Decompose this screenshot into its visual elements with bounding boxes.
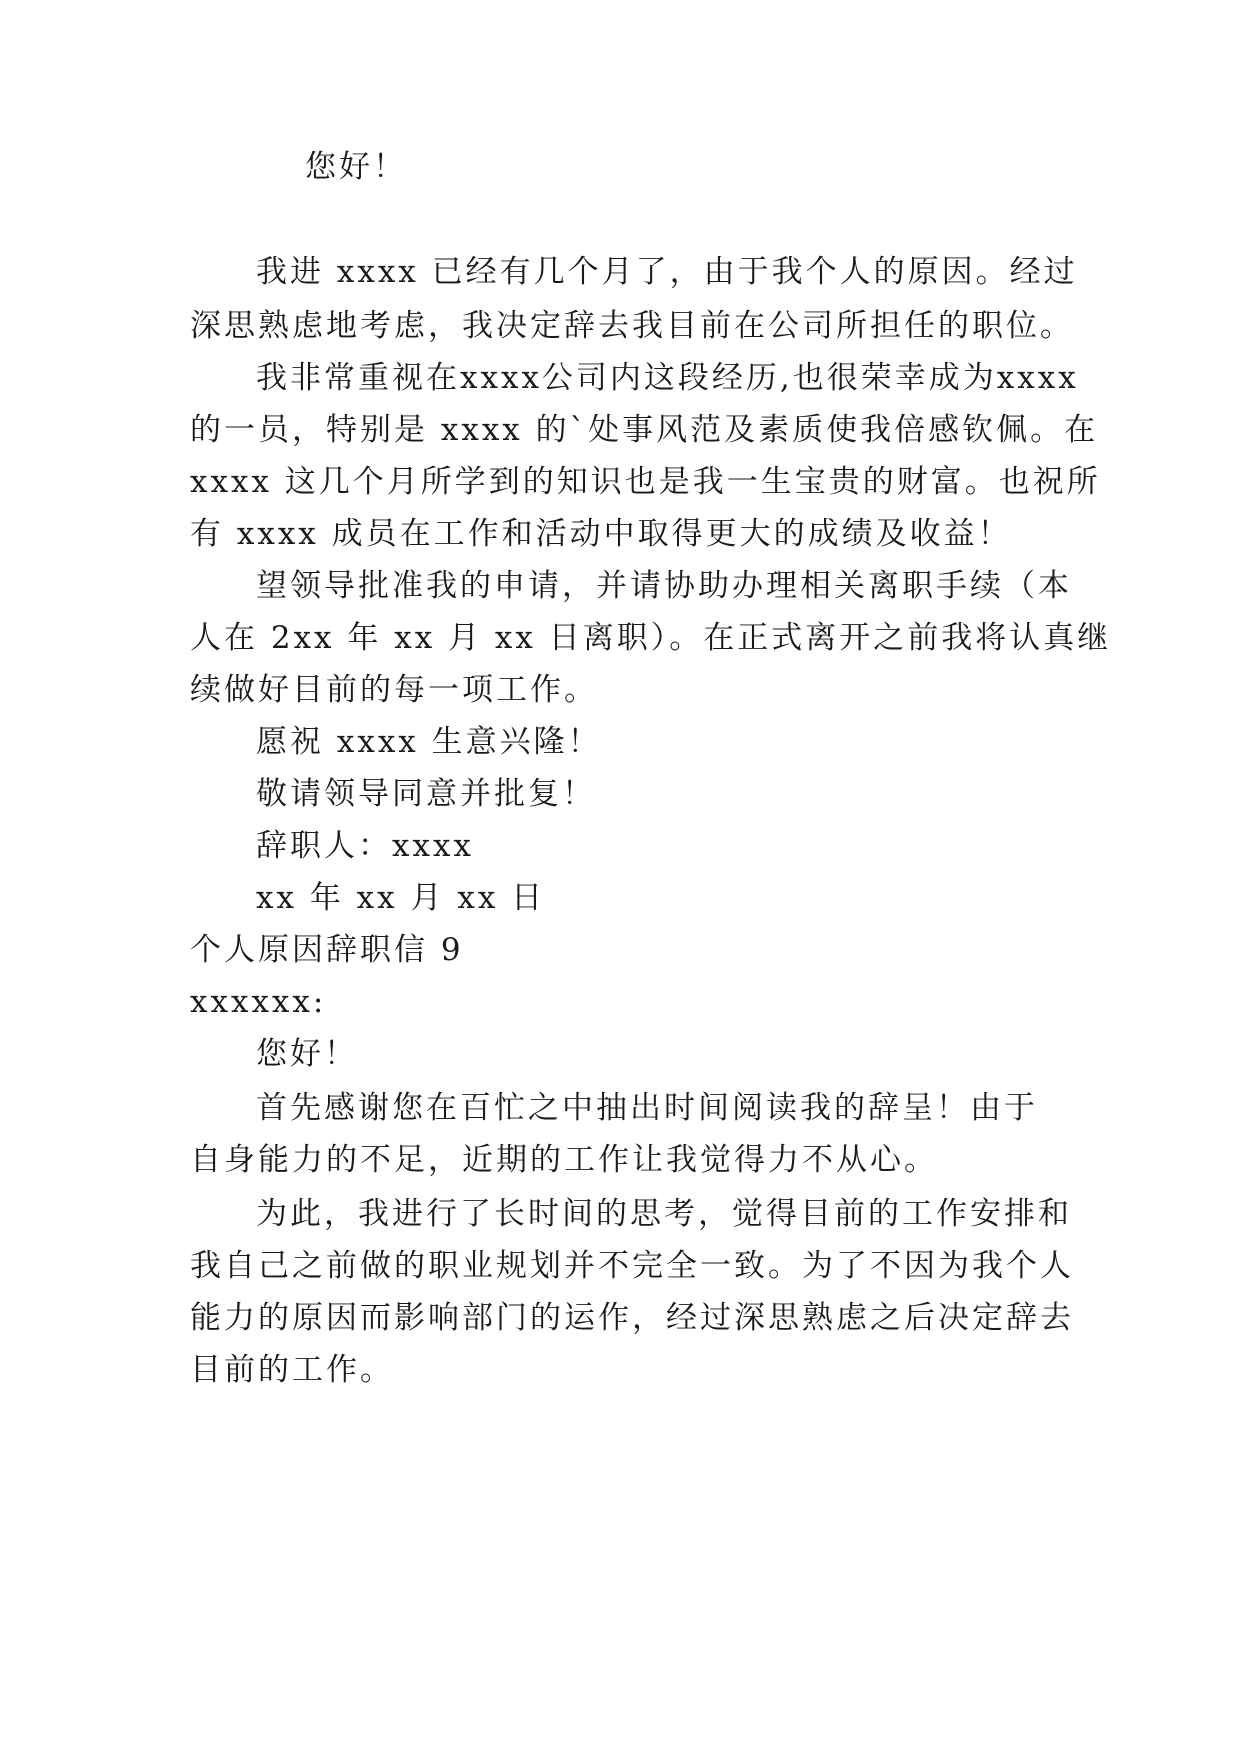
paragraph-a3-line1: 望领导批准我的申请，并请协助办理相关离职手续（本 xyxy=(256,568,1072,604)
paragraph-b2-line4: 目前的工作。 xyxy=(190,1352,394,1388)
paragraph-a1-line1: 我进 xxxx 已经有几个月了，由于我个人的原因。经过 xyxy=(256,254,1078,290)
paragraph-a2-line2: 的一员，特别是 xxxx 的`处事风范及素质使我倍感钦佩。在 xyxy=(190,412,1099,448)
greeting-b: 您好！ xyxy=(256,1036,358,1072)
paragraph-a2-line3: xxxx 这几个月所学到的知识也是我一生宝贵的财富。也祝所 xyxy=(190,464,1101,500)
section-title: 个人原因辞职信 9 xyxy=(190,932,464,968)
paragraph-a2-line1: 我非常重视在xxxx公司内这段经历,也很荣幸成为xxxx xyxy=(256,360,1079,396)
paragraph-a2-line4: 有 xxxx 成员在工作和活动中取得更大的成绩及收益！ xyxy=(190,516,1012,552)
salutation-b: xxxxxx: xyxy=(190,984,327,1020)
date-line: xx 年 xx 月 xx 日 xyxy=(256,880,546,916)
paragraph-a3-line3: 续做好目前的每一项工作。 xyxy=(190,672,598,708)
wish-line: 愿祝 xxxx 生意兴隆！ xyxy=(256,724,602,760)
paragraph-b1-line2: 自身能力的不足，近期的工作让我觉得力不从心。 xyxy=(190,1142,938,1178)
paragraph-a3-line2: 人在 2xx 年 xx 月 xx 日离职）。在正式离开之前我将认真继 xyxy=(190,620,1112,656)
paragraph-b1-line1: 首先感谢您在百忙之中抽出时间阅读我的辞呈！由于 xyxy=(256,1090,1038,1126)
paragraph-b2-line3: 能力的原因而影响部门的运作，经过深思熟虑之后决定辞去 xyxy=(190,1300,1074,1336)
greeting-a: 您好！ xyxy=(305,149,407,185)
request-line: 敬请领导同意并批复！ xyxy=(256,776,596,812)
paragraph-a1-line2: 深思熟虑地考虑，我决定辞去我目前在公司所担任的职位。 xyxy=(190,308,1074,344)
paragraph-b2-line1: 为此，我进行了长时间的思考，觉得目前的工作安排和 xyxy=(256,1196,1072,1232)
signer-line: 辞职人：xxxx xyxy=(256,828,474,864)
paragraph-b2-line2: 我自己之前做的职业规划并不完全一致。为了不因为我个人 xyxy=(190,1248,1074,1284)
